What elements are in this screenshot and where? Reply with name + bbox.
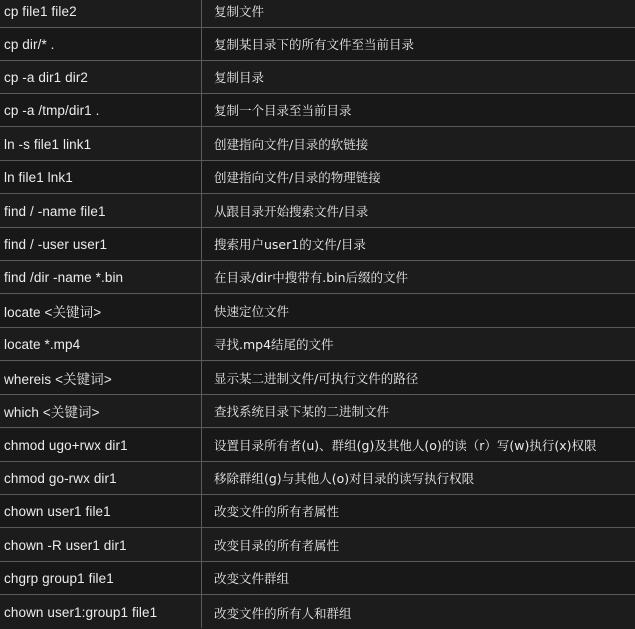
description-cell: 创建指向文件/目录的软链接 bbox=[214, 137, 369, 152]
table-row bbox=[0, 128, 635, 161]
command-cell: chown -R user1 dir1 bbox=[4, 537, 127, 553]
description-cell: 改变文件的所有者属性 bbox=[214, 504, 340, 519]
table-row bbox=[0, 395, 635, 428]
command-cell: locate *.mp4 bbox=[4, 336, 81, 352]
table-row bbox=[0, 362, 635, 395]
table-row bbox=[0, 495, 635, 528]
table-row bbox=[0, 562, 635, 595]
command-cell: cp file1 file2 bbox=[4, 3, 77, 19]
table-row bbox=[0, 195, 635, 228]
command-cell: chown user1:group1 file1 bbox=[4, 605, 158, 620]
description-cell: 设置目录所有者(u)、群组(g)及其他人(o)的读（r）写(w)执行(x)权限 bbox=[214, 438, 597, 453]
description-cell: 复制文件 bbox=[214, 4, 265, 19]
command-cell: whereis <关键词> bbox=[4, 372, 112, 387]
table-row bbox=[0, 462, 635, 495]
command-cell: ln file1 lnk1 bbox=[4, 169, 73, 185]
description-cell: 改变文件的所有人和群组 bbox=[214, 605, 352, 621]
table-row bbox=[0, 295, 635, 328]
table-row bbox=[0, 228, 635, 261]
command-cell: which <关键词> bbox=[4, 405, 100, 420]
command-cell: cp -a /tmp/dir1 . bbox=[4, 102, 100, 118]
description-cell: 改变文件群组 bbox=[214, 571, 290, 586]
description-cell: 在目录/dir中搜带有.bin后缀的文件 bbox=[214, 270, 409, 285]
table-row bbox=[0, 94, 635, 127]
command-cell: chgrp group1 file1 bbox=[4, 570, 114, 586]
description-cell: 移除群组(g)与其他人(o)对目录的读写执行权限 bbox=[214, 471, 475, 486]
description-cell: 搜索用户user1的文件/目录 bbox=[214, 237, 366, 252]
description-cell: 改变目录的所有者属性 bbox=[214, 538, 340, 553]
description-cell: 查找系统目录下某的二进制文件 bbox=[214, 404, 390, 419]
command-cell: locate <关键词> bbox=[4, 305, 102, 320]
command-cell: find / -name file1 bbox=[4, 203, 106, 219]
table-row bbox=[0, 328, 635, 361]
table-row bbox=[0, 429, 635, 462]
description-cell: 复制一个目录至当前目录 bbox=[214, 103, 352, 118]
description-cell: 创建指向文件/目录的物理链接 bbox=[214, 170, 381, 185]
description-cell: 寻找.mp4结尾的文件 bbox=[214, 337, 334, 352]
description-cell: 快速定位文件 bbox=[214, 304, 290, 319]
description-cell: 复制某目录下的所有文件至当前目录 bbox=[214, 37, 415, 52]
command-cell: chown user1 file1 bbox=[4, 503, 111, 519]
column-divider bbox=[201, 0, 202, 628]
description-cell: 从跟目录开始搜索文件/目录 bbox=[214, 204, 369, 219]
command-cell: ln -s file1 link1 bbox=[4, 136, 92, 152]
table-row bbox=[0, 0, 635, 28]
table-row bbox=[0, 61, 635, 94]
table-row bbox=[0, 529, 635, 562]
command-cell: cp dir/* . bbox=[4, 36, 55, 52]
command-cell: find / -user user1 bbox=[4, 236, 108, 252]
table-row bbox=[0, 28, 635, 61]
table-row bbox=[0, 161, 635, 194]
command-cell: cp -a dir1 dir2 bbox=[4, 69, 89, 85]
table-row bbox=[0, 261, 635, 294]
table-row bbox=[0, 596, 635, 629]
description-cell: 复制目录 bbox=[214, 70, 265, 85]
description-cell: 显示某二进制文件/可执行文件的路径 bbox=[214, 371, 419, 386]
command-cell: find /dir -name *.bin bbox=[4, 269, 124, 285]
command-cell: chmod go-rwx dir1 bbox=[4, 470, 117, 486]
command-cell: chmod ugo+rwx dir1 bbox=[4, 437, 128, 453]
